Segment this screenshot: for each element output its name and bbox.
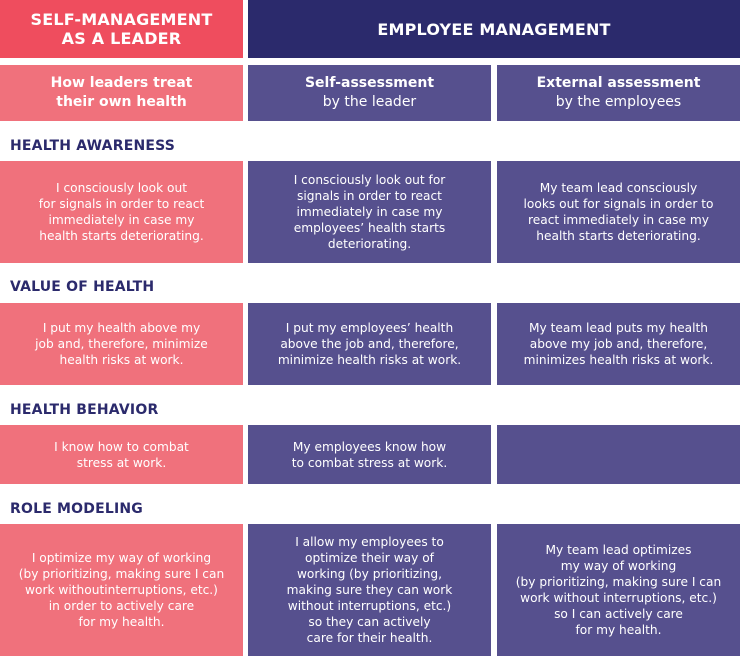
cell-value-of-health-self — [248, 303, 491, 385]
column-header-self-assessment-title: Self-assessment — [304, 75, 435, 91]
section-title-value-of-health: VALUE OF HEALTH — [10, 279, 155, 295]
cell-text: I consciously look out for signals in order to react immediately in case my employees’ health starts deteriorating. — [293, 173, 446, 251]
cell-health-awareness-own — [0, 161, 243, 263]
cell-health-behavior-external — [497, 425, 740, 484]
section-title-health-awareness: HEALTH AWARENESS — [10, 138, 176, 154]
header-self-management-label: SELF-MANAGEMENT AS A LEADER — [30, 10, 213, 48]
cell-text: I know how to combat stress at work. — [54, 439, 189, 470]
cell-health-behavior-own — [0, 425, 243, 484]
cell-text: I put my employees’ health above the job and, therefore, minimize health risks at work. — [277, 321, 462, 367]
cell-text: I allow my employees to optimize their way of working (by prioritizing, making sure they can work without interruptions, etc.) so they can actively care for their health. — [286, 535, 453, 645]
column-header-external-assessment-title: External assessment — [536, 75, 701, 91]
cell-health-behavior-self — [248, 425, 491, 484]
column-header-self-assessment-subtitle: by the leader — [322, 94, 417, 110]
cell-role-modeling-external — [497, 524, 740, 656]
cell-text: I consciously look out for signals in order to react immediately in case my health starts deteriorating. — [38, 181, 205, 243]
cell-text: I optimize my way of working (by prioritizing, making sure I can work withoutinterruptions, etc.) in order to actively care for my health. — [18, 551, 225, 629]
cell-text: My employees know how to combat stress at work. — [291, 439, 448, 470]
column-header-self-assessment — [248, 65, 491, 121]
column-header-external-assessment — [497, 65, 740, 121]
column-header-own-health-title: How leaders treat their own health — [50, 75, 193, 110]
cell-text: My team lead puts my health above my job and, therefore, minimizes health risks at work. — [523, 321, 714, 367]
cell-text: My team lead optimizes my way of working (by prioritizing, making sure I can work without interruptions, etc.) so I can actively care for my health. — [515, 543, 722, 637]
column-header-own-health — [0, 65, 243, 121]
header-employee-management — [248, 0, 740, 58]
cell-value-of-health-external — [497, 303, 740, 385]
cell-health-awareness-self — [248, 161, 491, 263]
header-employee-management-label: EMPLOYEE MANAGEMENT — [377, 19, 611, 39]
column-header-external-assessment-subtitle: by the employees — [555, 94, 682, 110]
section-title-health-behavior: HEALTH BEHAVIOR — [10, 402, 159, 418]
cell-health-awareness-external — [497, 161, 740, 263]
header-self-management — [0, 0, 243, 58]
section-title-role-modeling: ROLE MODELING — [10, 501, 143, 517]
cell-text: I put my health above my job and, therefore, minimize health risks at work. — [35, 321, 208, 367]
cell-role-modeling-own — [0, 524, 243, 656]
cell-text: My team lead consciously looks out for signals in order to react immediately in case my health starts deteriorating. — [523, 181, 714, 243]
cell-role-modeling-self — [248, 524, 491, 656]
cell-value-of-health-own — [0, 303, 243, 385]
